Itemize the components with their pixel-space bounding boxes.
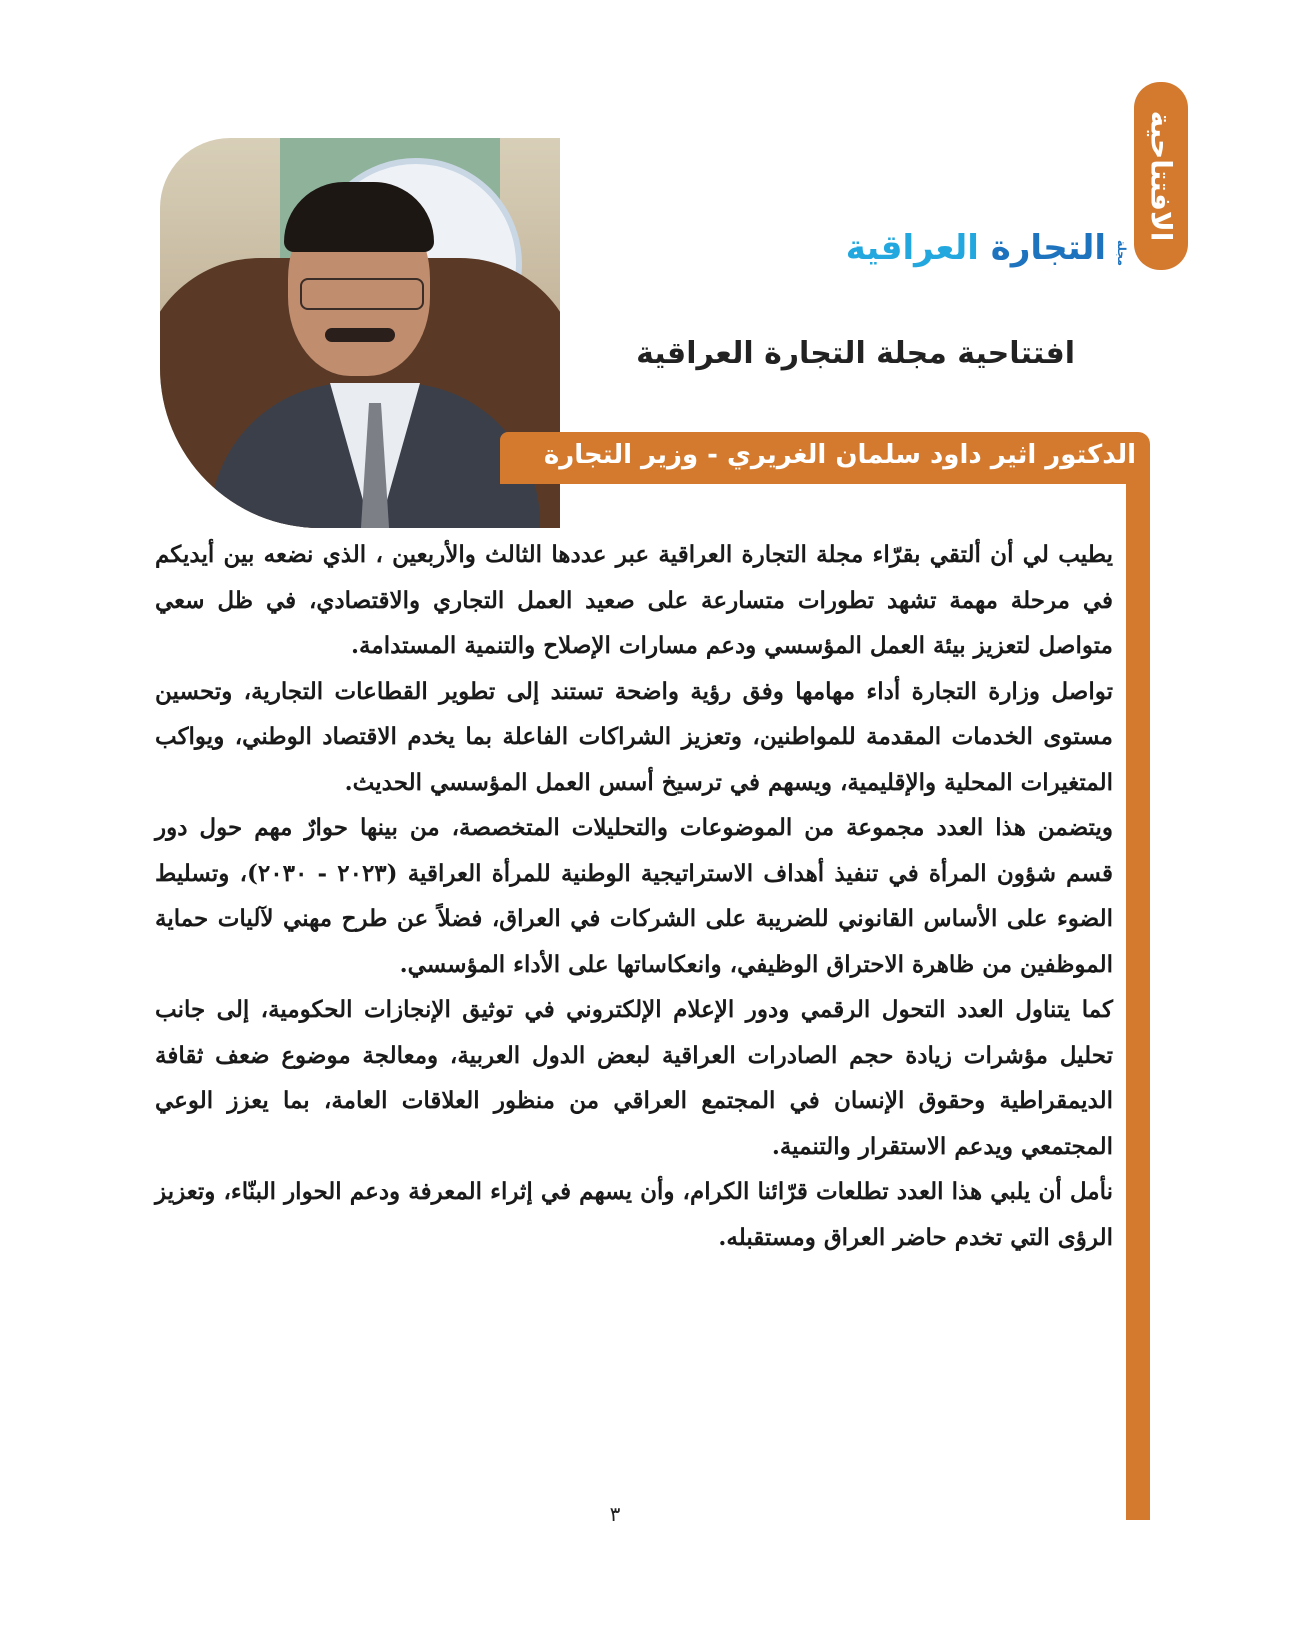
section-tab-label: الافتتاحية <box>1144 110 1178 242</box>
page-title: افتتاحية مجلة التجارة العراقية <box>636 336 1075 371</box>
decorative-side-bar <box>1126 476 1150 1520</box>
author-name: الدكتور اثير داود سلمان الغريري - وزير التجارة <box>543 440 1136 470</box>
author-banner <box>508 432 1150 484</box>
paragraph: كما يتناول العدد التحول الرقمي ودور الإعلام الإلكتروني في توثيق الإنجازات الحكومية، إلى جانب تحليل مؤشرات زيادة حجم الصادرات العراقية لبعض الدول العربية، ومعالجة موضوع ضعف ثقافة الديمقراطية وحقوق الإنسان في المجتمع العراقي من منظور العلاقات العامة، بما يعزز الوعي المجتمعي ويدعم الاستقرار والتنمية. <box>155 996 1113 1160</box>
section-tab <box>1134 82 1188 270</box>
page-number: ٣ <box>609 1502 621 1526</box>
paragraph: ويتضمن هذا العدد مجموعة من الموضوعات والتحليلات المتخصصة، من بينها حوارٌ مهم حول دور قسم شؤون المرأة في تنفيذ أهداف الاستراتيجية الوطنية للمرأة العراقية (٢٠٢٣ - ٢٠٣٠)، وتسليط الضوء على الأساس القانوني للضريبة على الشركات في العراق، فضلاً عن طرح مهني لآليات حماية الموظفين من ظاهرة الاحتراق الوظيفي، وانعكاساتها على الأداء المؤسسي. <box>155 814 1114 978</box>
magazine-logo <box>845 228 1128 284</box>
logo-word-magazine: مجلة <box>1115 240 1128 266</box>
paragraph: نأمل أن يلبي هذا العدد تطلعات قرّائنا الكرام، وأن يسهم في إثراء المعرفة ودعم الحوار البنّاء، وتعزيز الرؤى التي تخدم حاضر العراق ومستقبله. <box>155 1178 1113 1251</box>
paragraph: تواصل وزارة التجارة أداء مهامها وفق رؤية واضحة تستند إلى تطوير القطاعات التجارية، وتحسين مستوى الخدمات المقدمة للمواطنين، وتعزيز الشراكات الفاعلة بما يخدم الاقتصاد الوطني، ويواكب المتغيرات المحلية والإقليمية، ويسهم في ترسيخ أسس العمل المؤسسي الحديث. <box>155 677 1113 796</box>
paragraph: يطيب لي أن ألتقي بقرّاء مجلة التجارة العراقية عبر عددها الثالث والأربعين ، الذي نضعه بين أيديكم في مرحلة مهمة تشهد تطورات متسارعة على صعيد العمل التجاري والاقتصادي، في ظل سعي متواصل لتعزيز بيئة العمل المؤسسي ودعم مسارات الإصلاح والتنمية المستدامة. <box>155 541 1113 659</box>
logo-word-trade: التجارة <box>990 228 1106 268</box>
editorial-body <box>155 532 1113 1260</box>
logo-word-iraqi: العراقية <box>845 228 979 268</box>
